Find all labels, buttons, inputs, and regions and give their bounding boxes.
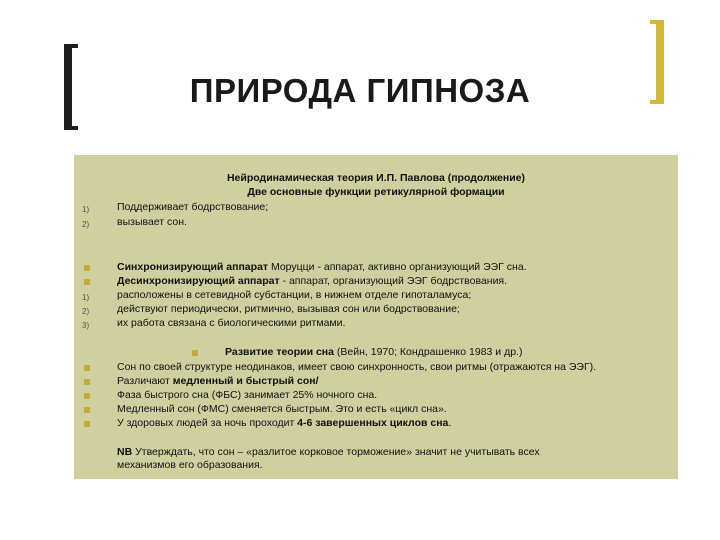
note-text: Утверждать, что сон – «разлитое корковое торможение» значит не учитывать всех [132, 446, 540, 458]
note-line-1 [117, 446, 540, 459]
bullet-icon [192, 350, 198, 356]
list-marker: 2) [82, 307, 90, 316]
list-marker: 3) [82, 321, 90, 330]
right-bracket-top [650, 20, 664, 24]
list-marker: 2) [82, 220, 90, 229]
bullet-icon [84, 393, 90, 399]
left-bracket-top [64, 44, 78, 48]
sleep-types-term: медленный и быстрый сон/ [172, 375, 319, 387]
apparatus-prop: действуют периодически, ритмично, вызывая сон или бодрствование; [117, 303, 460, 315]
function-item: Поддерживает бодрствование; [117, 201, 269, 213]
bullet-icon [84, 279, 90, 285]
desync-desc: - аппарат, организующий ЭЭГ бодрствования. [279, 275, 508, 287]
sleep-fms: Медленный сон (ФМС) сменяется быстрым. Это и есть «цикл сна». [117, 403, 447, 415]
sleep-types-pre: Различают [117, 375, 173, 387]
sleep-theory-refs: (Вейн, 1970; Кондрашенко 1983 и др.) [333, 346, 523, 358]
sleep-fbs: Фаза быстрого сна (ФБС) занимает 25% ночного сна. [117, 389, 378, 401]
header-line-1: Нейродинамическая теория И.П. Павлова (продолжение) [226, 172, 526, 184]
bullet-icon [84, 379, 90, 385]
sync-apparatus [117, 261, 527, 274]
function-item: вызывает сон. [117, 216, 187, 228]
list-marker: 1) [82, 205, 90, 214]
header-line-2: Две основные функции ретикулярной формации [247, 186, 505, 198]
note-line-2: механизмов его образования. [117, 459, 263, 471]
desync-apparatus [117, 275, 507, 288]
sleep-cycles-count: 4-6 завершенных циклов сна [297, 417, 449, 429]
sleep-cycles-post: . [448, 417, 452, 429]
left-bracket-bottom [64, 126, 78, 130]
bullet-icon [84, 265, 90, 271]
note-label: NB [117, 446, 133, 458]
apparatus-prop: их работа связана с биологическими ритмами. [117, 317, 346, 329]
sleep-cycles-pre: У здоровых людей за ночь проходит [117, 417, 298, 429]
sleep-theory-heading [225, 346, 522, 359]
list-marker: 1) [82, 293, 90, 302]
sync-desc: Моруцци - аппарат, активно организующий ЭЭГ сна. [268, 261, 527, 273]
slide-title: ПРИРОДА ГИПНОЗА [189, 72, 531, 109]
bullet-icon [84, 421, 90, 427]
apparatus-prop: расположены в сетевидной субстанции, в нижнем отделе гипоталамуса; [117, 289, 472, 301]
sync-term: Синхронизирующий аппарат [117, 261, 269, 273]
sleep-cycles [117, 417, 451, 430]
sleep-structure: Сон по своей структуре неодинаков, имеет свою синхронность, свои ритмы (отражаются на ЭЭГ). [117, 361, 597, 373]
bullet-icon [84, 407, 90, 413]
sleep-types [117, 375, 319, 388]
sleep-theory-term: Развитие теории сна [225, 346, 334, 358]
desync-term: Десинхронизирующий аппарат [117, 275, 280, 287]
bullet-icon [84, 365, 90, 371]
